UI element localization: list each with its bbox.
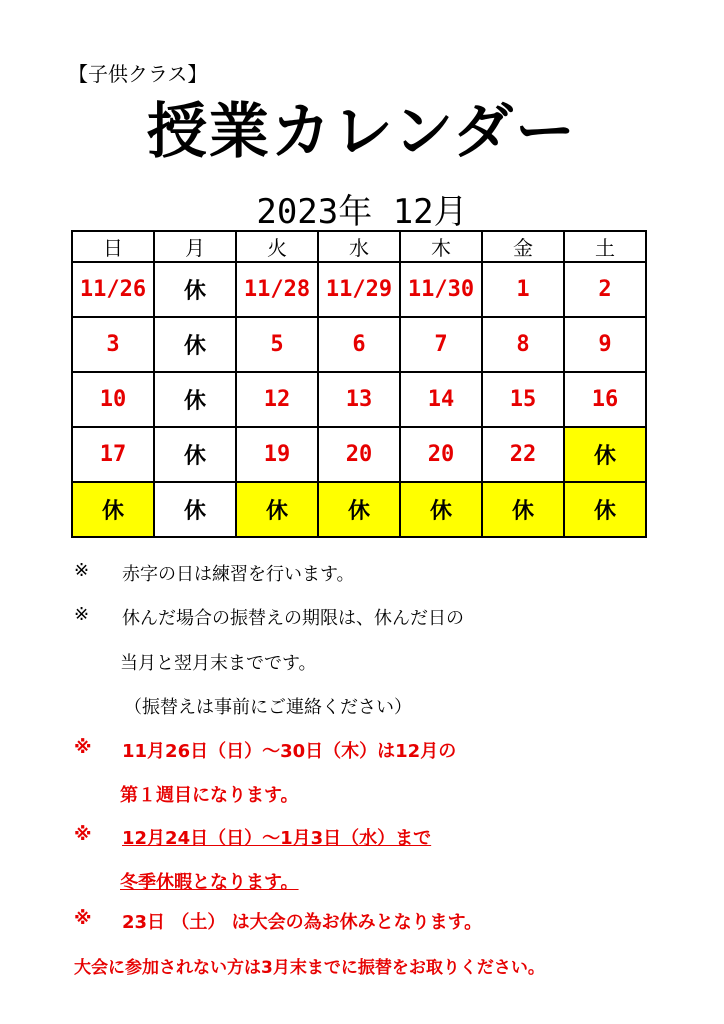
note-mark: ※ [74, 560, 90, 581]
holiday-cell: 休 [236, 482, 318, 537]
note-mark: ※ [74, 908, 92, 929]
practice-day-cell: 14 [400, 372, 482, 427]
practice-day-cell: 5 [236, 317, 318, 372]
page-title: 授業カレンダー [146, 97, 578, 167]
month-title: 2023年 12月 [256, 192, 468, 232]
practice-day-cell: 1 [482, 262, 564, 317]
practice-day-cell: 7 [400, 317, 482, 372]
note-3 [74, 737, 456, 763]
practice-day-cell: 12 [236, 372, 318, 427]
note-3-text-line2: 第１週目になります。 [120, 785, 299, 806]
note-2-text-line3: （振替えは事前にご連絡ください） [124, 697, 412, 718]
note-4-text-line1: 12月24日（日）～1月3日（水）まで [122, 828, 432, 849]
practice-day-cell: 11/28 [236, 262, 318, 317]
practice-day-cell: 11/29 [318, 262, 400, 317]
practice-day-cell: 13 [318, 372, 400, 427]
holiday-cell: 休 [318, 482, 400, 537]
note-4 [74, 824, 431, 850]
weekday-thu: 木 [400, 231, 482, 262]
calendar-week-row [72, 482, 646, 537]
note-1-text: 赤字の日は練習を行います。 [122, 564, 355, 585]
note-1 [74, 560, 355, 586]
note-5-text-line2: 大会に参加されない方は3月末までに振替をお取りください。 [74, 958, 545, 978]
practice-day-cell: 15 [482, 372, 564, 427]
note-2-text-line2: 当月と翌月末までです。 [120, 653, 317, 674]
practice-day-cell: 19 [236, 427, 318, 482]
practice-day-cell: 17 [72, 427, 154, 482]
weekday-fri: 金 [482, 231, 564, 262]
practice-day-cell: 22 [482, 427, 564, 482]
weekday-sun: 日 [72, 231, 154, 262]
rest-day-cell: 休 [154, 482, 236, 537]
weekday-header-row [72, 231, 646, 262]
note-3-text-line1: 11月26日（日）～30日（木）は12月の [122, 741, 457, 762]
practice-day-cell: 6 [318, 317, 400, 372]
practice-day-cell: 20 [318, 427, 400, 482]
practice-day-cell: 20 [400, 427, 482, 482]
practice-day-cell: 8 [482, 317, 564, 372]
note-mark: ※ [74, 737, 92, 758]
holiday-cell: 休 [482, 482, 564, 537]
calendar-table [71, 230, 647, 538]
practice-day-cell: 3 [72, 317, 154, 372]
holiday-cell: 休 [400, 482, 482, 537]
note-5 [74, 908, 482, 934]
rest-day-cell: 休 [154, 372, 236, 427]
calendar-week-row [72, 262, 646, 317]
weekday-tue: 火 [236, 231, 318, 262]
calendar-week-row [72, 317, 646, 372]
note-2-text-line1: 休んだ場合の振替えの期限は、休んだ日の [122, 608, 464, 629]
note-mark: ※ [74, 824, 92, 845]
weekday-wed: 水 [318, 231, 400, 262]
practice-day-cell: 2 [564, 262, 646, 317]
practice-day-cell: 9 [564, 317, 646, 372]
rest-day-cell: 休 [154, 317, 236, 372]
holiday-cell: 休 [564, 482, 646, 537]
note-2 [74, 604, 464, 630]
weekday-mon: 月 [154, 231, 236, 262]
class-label: 【子供クラス】 [68, 62, 208, 86]
practice-day-cell: 10 [72, 372, 154, 427]
calendar-week-row [72, 372, 646, 427]
holiday-cell: 休 [564, 427, 646, 482]
weekday-sat: 土 [564, 231, 646, 262]
rest-day-cell: 休 [154, 262, 236, 317]
practice-day-cell: 11/26 [72, 262, 154, 317]
rest-day-cell: 休 [154, 427, 236, 482]
calendar-week-row [72, 427, 646, 482]
holiday-cell: 休 [72, 482, 154, 537]
note-mark: ※ [74, 604, 90, 625]
practice-day-cell: 16 [564, 372, 646, 427]
note-5-text-line1: 23日 （土） は大会の為お休みとなります。 [122, 912, 483, 933]
note-4-text-line2: 冬季休暇となります。 [120, 872, 299, 893]
practice-day-cell: 11/30 [400, 262, 482, 317]
